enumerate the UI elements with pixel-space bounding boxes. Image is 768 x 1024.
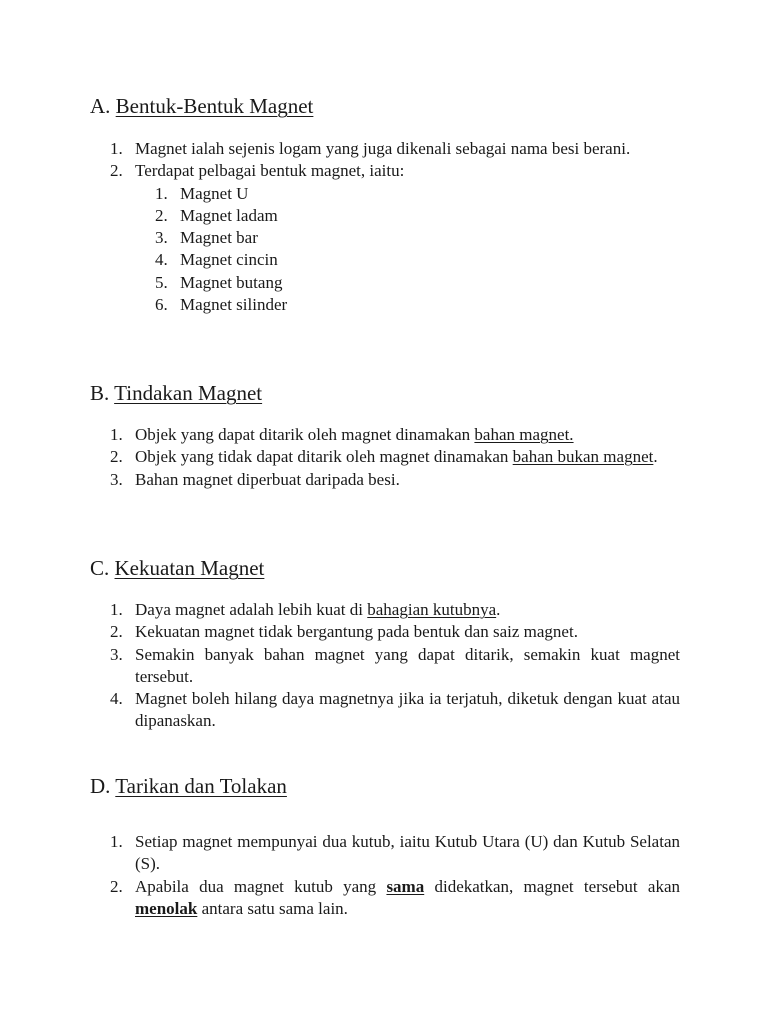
underlined-term: bahagian kutubnya (367, 600, 497, 619)
bold-underlined-term: menolak (135, 898, 198, 918)
bold-underlined-term: sama (386, 876, 425, 896)
list-item (135, 249, 680, 271)
list-number: 6. (155, 295, 168, 315)
list-number: 4. (110, 689, 123, 709)
list-number: 2. (155, 205, 168, 225)
magnet-shapes-list (135, 183, 680, 317)
list-text: Magnet boleh hilang daya magnetnya jika ia terjatuh, diketuk dengan kuat atau dipanaskan. (135, 689, 680, 731)
list-item (90, 688, 680, 733)
list-text: Magnet U (180, 183, 249, 203)
list-text: Objek yang dapat ditarik oleh magnet dinamakan (135, 425, 475, 444)
section-c-title: Kekuatan Magnet (114, 556, 265, 580)
list-text: Apabila dua magnet kutub yang (135, 876, 387, 896)
list-number: 5. (155, 272, 168, 292)
list-text: Magnet butang (180, 272, 283, 292)
list-number: 2. (110, 161, 123, 181)
section-b-heading (90, 380, 680, 406)
section-b-letter: B. (90, 381, 110, 405)
list-text: didekatkan, magnet tersebut akan (424, 876, 681, 896)
list-item (90, 469, 680, 491)
list-text: . (496, 600, 501, 619)
list-item (90, 160, 680, 316)
section-b-title: Tindakan Magnet (114, 381, 263, 405)
list-item (90, 599, 680, 621)
section-c-letter: C. (90, 556, 110, 580)
underlined-term: bahan magnet. (474, 425, 574, 444)
list-text: antara satu sama lain. (197, 898, 348, 918)
underlined-term: bahan bukan magnet (512, 447, 654, 467)
list-item (90, 424, 680, 446)
list-item (135, 272, 680, 294)
list-item (90, 831, 680, 876)
section-d (90, 773, 680, 920)
list-text: Magnet silinder (180, 295, 288, 315)
section-c-list (90, 599, 680, 733)
list-item (90, 644, 680, 689)
section-d-letter: D. (90, 774, 111, 798)
list-text: Setiap magnet mempunyai dua kutub, iaitu Kutub Utara (U) dan Kutub Selatan (S). (135, 832, 680, 874)
list-item (135, 227, 680, 249)
list-text: Magnet bar (180, 228, 258, 248)
section-a-letter: A. (90, 94, 111, 118)
section-c-heading (90, 555, 680, 581)
section-d-list (90, 831, 680, 920)
section-a-heading (90, 93, 680, 119)
list-item (90, 876, 680, 921)
list-text: Magnet ladam (180, 205, 278, 225)
list-text: Terdapat pelbagai bentuk magnet, iaitu: (135, 161, 405, 181)
section-c (90, 555, 680, 733)
list-text: Kekuatan magnet tidak bergantung pada bentuk dan saiz magnet. (135, 622, 578, 642)
section-a (90, 93, 680, 316)
list-number: 1. (110, 425, 123, 444)
list-number: 1. (110, 139, 123, 158)
section-d-title: Tarikan dan Tolakan (115, 774, 287, 798)
list-text: Magnet cincin (180, 250, 278, 270)
list-text: . (653, 447, 658, 467)
list-number: 3. (110, 469, 123, 489)
list-number: 3. (155, 228, 168, 248)
list-number: 3. (110, 644, 123, 664)
section-b (90, 380, 680, 491)
list-number: 1. (155, 183, 168, 203)
list-text: Objek yang tidak dapat ditarik oleh magnet dinamakan (135, 447, 513, 467)
section-d-heading (90, 773, 680, 799)
list-item (135, 183, 680, 205)
list-number: 1. (110, 832, 123, 851)
list-text: Semakin banyak bahan magnet yang dapat ditarik, semakin kuat magnet tersebut. (135, 644, 680, 686)
list-item (135, 205, 680, 227)
list-text: Bahan magnet diperbuat daripada besi. (135, 469, 400, 489)
list-text: Daya magnet adalah lebih kuat di (135, 600, 368, 619)
list-item (90, 446, 680, 468)
list-item (90, 621, 680, 643)
list-item (90, 138, 680, 160)
section-b-list (90, 424, 680, 491)
list-number: 1. (110, 600, 123, 619)
list-number: 4. (155, 250, 168, 270)
list-number: 2. (110, 876, 123, 896)
list-number: 2. (110, 622, 123, 642)
section-a-title: Bentuk-Bentuk Magnet (115, 94, 314, 118)
section-a-list (90, 138, 680, 316)
list-item (135, 294, 680, 316)
list-number: 2. (110, 447, 123, 467)
list-text: Magnet ialah sejenis logam yang juga dikenali sebagai nama besi berani. (135, 139, 631, 158)
